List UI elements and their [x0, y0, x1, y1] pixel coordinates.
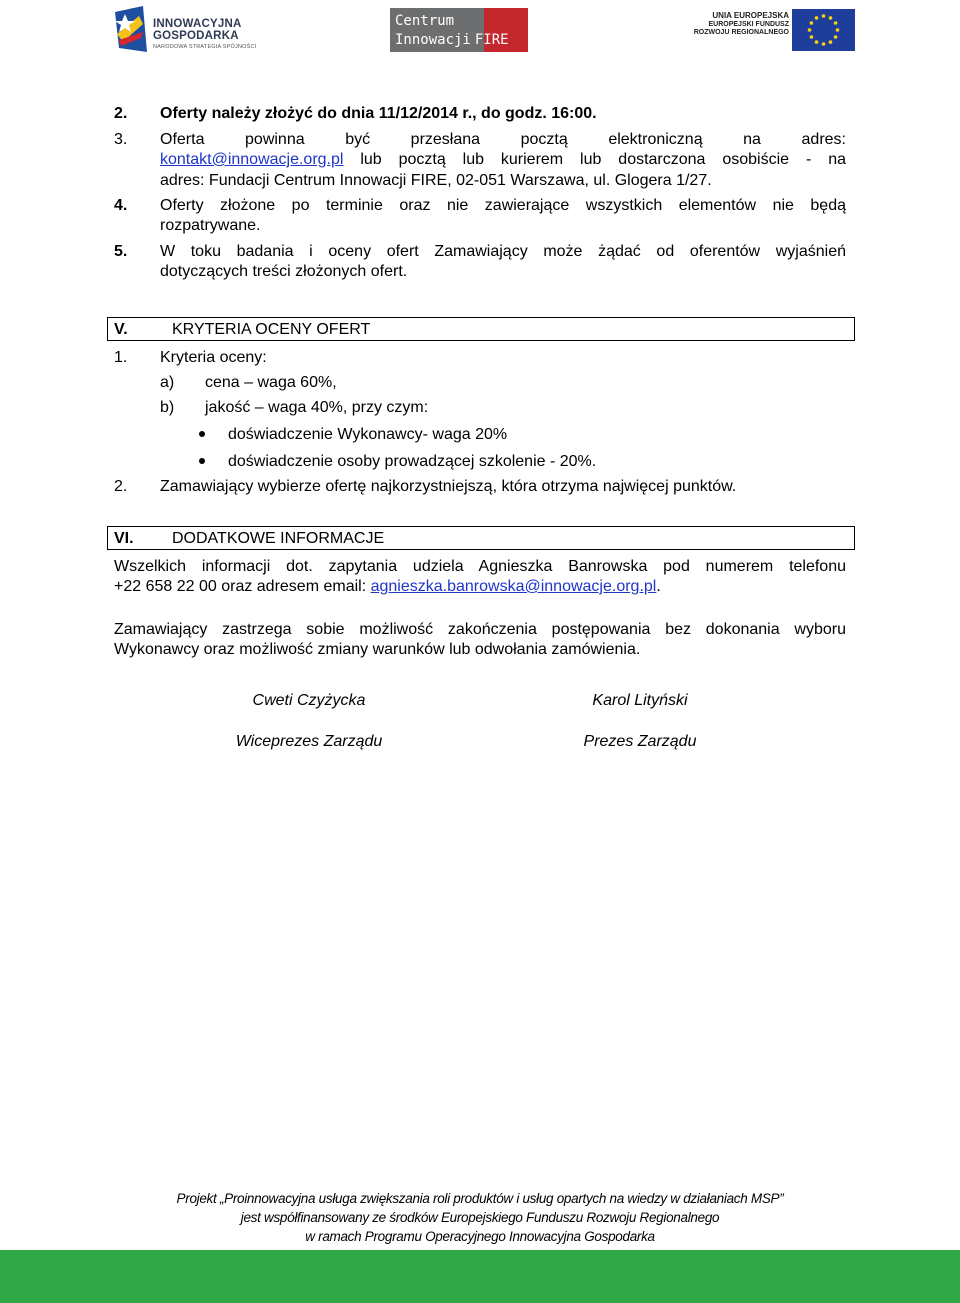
item-3-line2: [160, 150, 846, 170]
criteria-a-text: cena – waga 60%,: [205, 374, 337, 391]
footer-green-bar: [0, 1250, 960, 1303]
item-3-line1: Oferta powinna być przesłana pocztą elektroniczną na adres:: [160, 131, 846, 148]
criteria-1-text: Kryteria oceny:: [160, 349, 267, 366]
criteria-b-label: b): [160, 399, 175, 416]
item-5-line1: W toku badania i oceny ofert Zamawiający może żądać od oferentów wyjaśnień: [160, 243, 846, 260]
star-swoosh-icon: [113, 4, 151, 54]
item-2-text: Oferty należy złożyć do dnia 11/12/2014 r., do godz. 16:00.: [160, 105, 597, 122]
bullet-icon: [199, 458, 205, 464]
criteria-b-text: jakość – waga 40%, przy czym:: [205, 399, 429, 416]
item-3-number: 3.: [114, 131, 128, 148]
logo-line3: ROZWOJU REGIONALNEGO: [693, 29, 789, 36]
footer-line2: jest współfinansowany ze środków Europejskiego Funduszu Rozwoju Regionalnego: [240, 1210, 720, 1225]
criteria-1-number: 1.: [114, 349, 128, 366]
info-line2-pre: +22 658 22 00 oraz adresem email:: [114, 578, 371, 595]
eu-flag-icon: [792, 9, 855, 51]
signature-role-2: Prezes Zarządu: [583, 733, 697, 750]
logo-line2: Innowacji: [395, 32, 471, 48]
info-line2: [114, 577, 661, 597]
section-vi-title: DODATKOWE INFORMACJE: [172, 530, 385, 547]
item-4-line2: rozpatrywane.: [160, 217, 261, 234]
logo-line1: INNOWACYJNA: [153, 18, 242, 30]
item-5-line2: dotyczących treści złożonych ofert.: [160, 263, 408, 280]
logo-innowacyjna-gospodarka: [113, 4, 268, 54]
bullet-icon: [199, 431, 205, 437]
logo-line1: UNIA EUROPEJSKA: [712, 11, 789, 20]
logo-fire: FIRE: [474, 32, 509, 48]
item-5-number: 5.: [114, 243, 128, 260]
criteria-2-text: Zamawiający wybierze ofertę najkorzystniejszą, która otrzyma najwięcej punktów.: [160, 478, 737, 495]
logo-centrum-innowacji-fire: [390, 8, 528, 52]
reservation-line2: Wykonawcy oraz możliwość zmiany warunków lub odwołania zamówienia.: [114, 641, 641, 658]
logo-line2: GOSPODARKA: [153, 30, 239, 42]
logo-line1: Centrum: [395, 13, 455, 29]
section-v-number: V.: [114, 321, 128, 338]
logo-subtitle: NARODOWA STRATEGIA SPÓJNOŚCI: [153, 44, 257, 50]
info-line1: Wszelkich informacji dot. zapytania udziela Agnieszka Banrowska pod numerem telefonu: [114, 558, 846, 575]
bullet-item-2: doświadczenie osoby prowadzącej szkolenie - 20%.: [228, 453, 597, 470]
email-link-banrowska[interactable]: agnieszka.banrowska@innowacje.org.pl: [370, 578, 657, 595]
section-v-title: KRYTERIA OCENY OFERT: [172, 321, 371, 338]
signature-name-2: Karol Lityński: [592, 692, 688, 709]
section-vi-number: VI.: [114, 530, 134, 547]
bullet-item-1: doświadczenie Wykonawcy- waga 20%: [228, 426, 508, 443]
signature-role-1: Wiceprezes Zarządu: [235, 733, 383, 750]
item-3-line2-rest: lub pocztą lub kurierem lub dostarczona osobiście - na: [343, 151, 846, 168]
item-4-number: 4.: [114, 197, 128, 214]
email-link-kontakt[interactable]: kontakt@innowacje.org.pl: [160, 151, 344, 168]
reservation-line1: Zamawiający zastrzega sobie możliwość zakończenia postępowania bez dokonania wyboru: [114, 621, 846, 638]
item-2-number: 2.: [114, 105, 128, 122]
footer-line3: w ramach Programu Operacyjnego Innowacyjna Gospodarka: [305, 1229, 655, 1244]
info-line2-post: .: [656, 578, 661, 595]
signature-name-1: Cweti Czyżycka: [252, 692, 366, 709]
logo-unia-europejska: [683, 9, 855, 51]
criteria-a-label: a): [160, 374, 175, 391]
footer-line1: Projekt „Proinnowacyjna usługa zwiększania roli produktów i usług opartych na wiedzy w działaniach MSP”: [176, 1191, 784, 1206]
item-4-line1: Oferty złożone po terminie oraz nie zawierające wszystkich elementów nie będą: [160, 197, 846, 214]
item-3-line3: adres: Fundacji Centrum Innowacji FIRE, 02-051 Warszawa, ul. Glogera 1/27.: [160, 172, 712, 189]
criteria-2-number: 2.: [114, 478, 128, 495]
logo-line2: EUROPEJSKI FUNDUSZ: [708, 20, 789, 28]
